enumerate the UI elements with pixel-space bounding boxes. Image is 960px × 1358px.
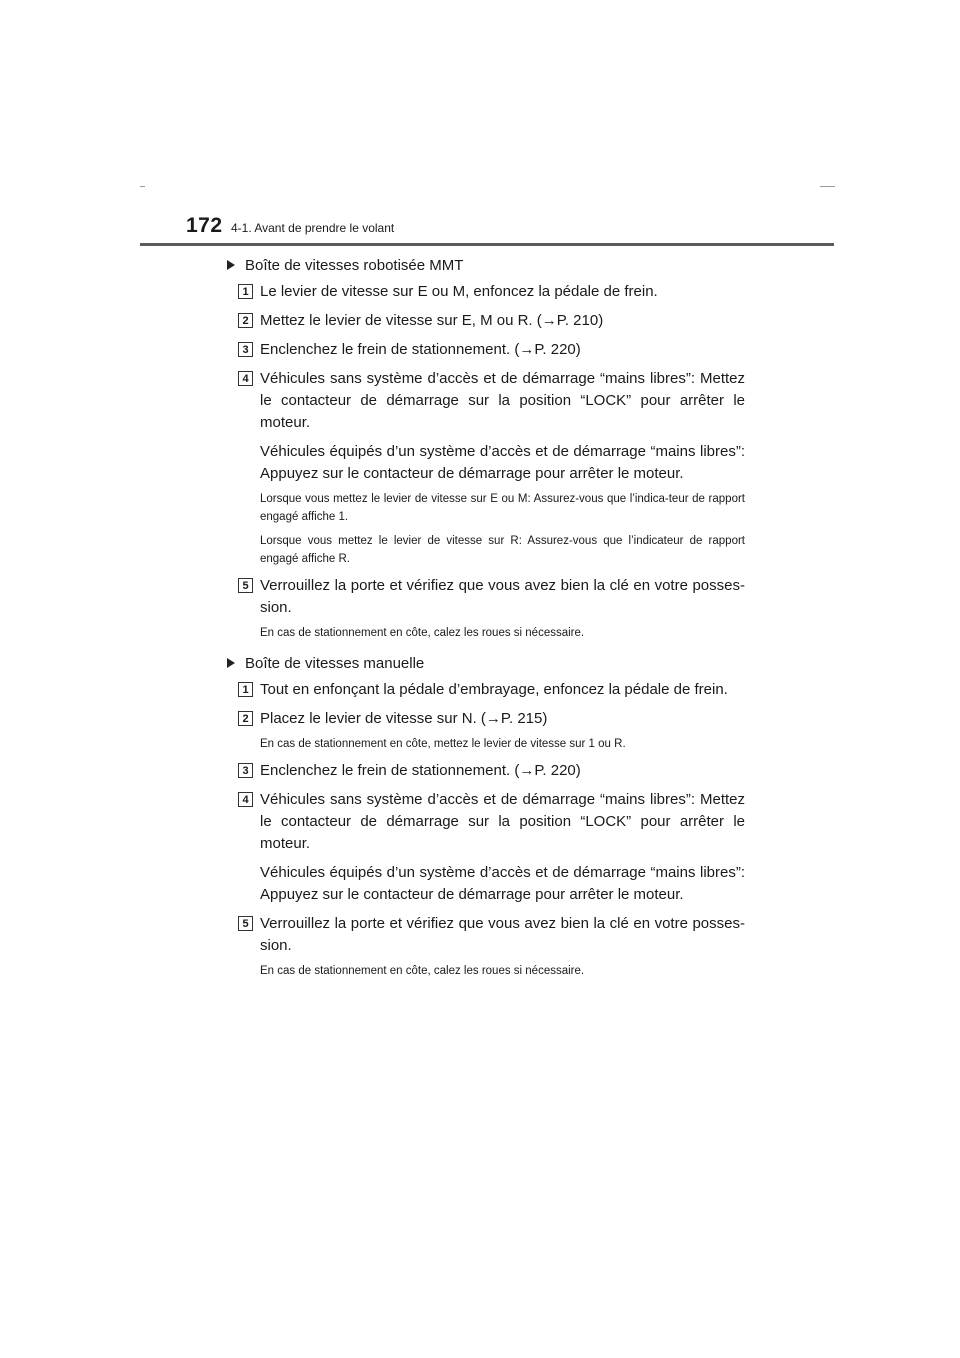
- mmt-step-5-note: En cas de stationnement en côte, calez les roues si nécessaire.: [260, 627, 585, 639]
- page-content: [225, 256, 745, 980]
- triangle-bullet-icon: [227, 658, 235, 668]
- step-number-badge: 1: [238, 682, 253, 697]
- step-text: Enclenchez le frein de stationnement. (→P. 220): [260, 762, 581, 779]
- step-number-badge: 1: [238, 284, 253, 299]
- mmt-step-1: [225, 281, 745, 303]
- manual-step-5: [225, 913, 745, 957]
- crop-mark-left: [140, 186, 145, 187]
- step-text: Véhicules sans système d’accès et de démarrage “mains libres”: Mettez le contacteur de démarrage sur la position “LOCK” pour arrêter le moteur.: [260, 370, 745, 431]
- heading-manual: [225, 654, 745, 672]
- mmt-step-2: [225, 310, 745, 332]
- step-number-badge: 5: [238, 578, 253, 593]
- heading-label: Boîte de vitesses robotisée MMT: [245, 256, 464, 274]
- manual-step-3: [225, 760, 745, 782]
- step-text: Verrouillez la porte et vérifiez que vous avez bien la clé en votre posses-sion.: [260, 915, 745, 954]
- mmt-step-4: [225, 368, 745, 434]
- triangle-bullet-icon: [227, 260, 235, 270]
- heading-mmt: [225, 256, 745, 274]
- mmt-step-3: [225, 339, 745, 361]
- step-number-badge: 2: [238, 313, 253, 328]
- mmt-step-4-alt: Véhicules équipés d’un système d’accès et de démarrage “mains libres”: Appuyez sur le contacteur de démarrage pour arrêter le moteur.: [260, 443, 745, 482]
- mmt-step-4-note-1: Lorsque vous mettez le levier de vitesse sur E ou M: Assurez-vous que l’indica-teur de rapport engagé affiche 1.: [260, 493, 745, 523]
- manual-step-5-note: En cas de stationnement en côte, calez les roues si nécessaire.: [260, 965, 585, 977]
- manual-step-1: [225, 679, 745, 701]
- header-rule: [140, 243, 834, 246]
- page-number: 172: [186, 214, 223, 237]
- manual-step-2: [225, 708, 745, 730]
- manual-step-4: [225, 789, 745, 855]
- step-number-badge: 4: [238, 792, 253, 807]
- crop-mark-right: [820, 186, 835, 187]
- manual-step-2-note: En cas de stationnement en côte, mettez le levier de vitesse sur 1 ou R.: [260, 738, 626, 750]
- mmt-step-5: [225, 575, 745, 619]
- step-text: Placez le levier de vitesse sur N. (→P. 215): [260, 710, 548, 727]
- step-number-badge: 3: [238, 342, 253, 357]
- mmt-step-4-note-2: Lorsque vous mettez le levier de vitesse sur R: Assurez-vous que l’indicateur de rapport engagé affiche R.: [260, 535, 745, 565]
- step-text: Enclenchez le frein de stationnement. (→P. 220): [260, 341, 581, 358]
- step-text: Mettez le levier de vitesse sur E, M ou R. (→P. 210): [260, 312, 604, 329]
- page-header: [186, 214, 834, 244]
- manual-step-4-alt: Véhicules équipés d’un système d’accès et de démarrage “mains libres”: Appuyez sur le contacteur de démarrage pour arrêter le moteur.: [260, 864, 745, 903]
- section-title: 4-1. Avant de prendre le volant: [231, 221, 395, 235]
- step-number-badge: 3: [238, 763, 253, 778]
- step-text: Le levier de vitesse sur E ou M, enfoncez la pédale de frein.: [260, 283, 658, 300]
- heading-label: Boîte de vitesses manuelle: [245, 654, 425, 672]
- step-text: Véhicules sans système d’accès et de démarrage “mains libres”: Mettez le contacteur de démarrage sur la position “LOCK” pour arrêter le moteur.: [260, 791, 745, 852]
- step-number-badge: 4: [238, 371, 253, 386]
- step-text: Verrouillez la porte et vérifiez que vous avez bien la clé en votre posses-sion.: [260, 577, 745, 616]
- step-number-badge: 2: [238, 711, 253, 726]
- step-number-badge: 5: [238, 916, 253, 931]
- step-text: Tout en enfonçant la pédale d’embrayage, enfoncez la pédale de frein.: [260, 681, 728, 698]
